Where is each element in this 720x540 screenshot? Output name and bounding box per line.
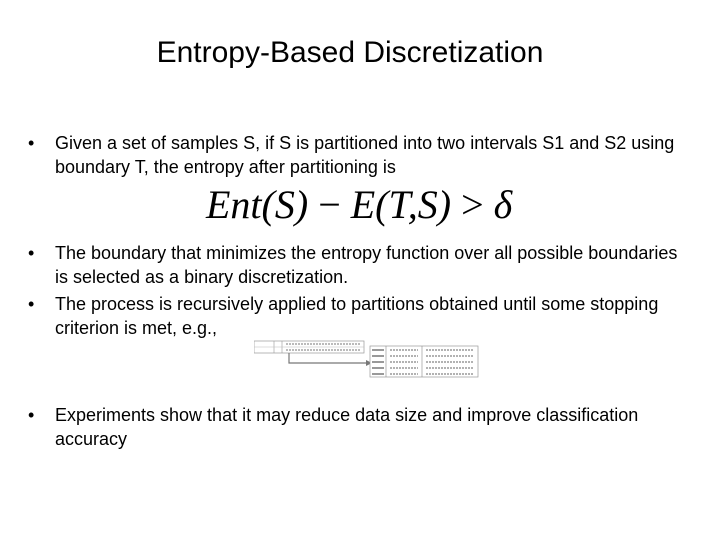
bullet-item [28, 241, 678, 289]
bullet-dot: • [28, 294, 35, 314]
bullet-dot: • [28, 133, 35, 153]
formula-e: E(T,S) [350, 182, 452, 227]
bullet-dot: • [28, 405, 35, 425]
table-thumbnail-svg [254, 339, 484, 379]
bullet-text: The boundary that minimizes the entropy function over all possible boundaries is selected as a binary discretization. [55, 243, 678, 287]
bullet-text: Given a set of samples S, if S is partitioned into two intervals S1 and S2 using boundary T, the entropy after partitioning is [55, 133, 675, 177]
bullet-text: The process is recursively applied to partitions obtained until some stopping criterion is met, e.g., [55, 294, 659, 338]
slide-title: Entropy-Based Discretization [156, 36, 544, 69]
formula-minus: − [318, 182, 341, 227]
table-thumbnail-icon [254, 339, 484, 384]
formula-gt: > [461, 182, 484, 227]
formula-delta: δ [493, 182, 513, 227]
bullet-item [28, 292, 678, 340]
bullet-item [28, 403, 678, 451]
bullet-dot: • [28, 243, 35, 263]
entropy-formula [206, 181, 512, 229]
bullet-item [28, 131, 678, 179]
formula-ent: Ent(S) [206, 182, 309, 227]
bullet-text: Experiments show that it may reduce data size and improve classification accuracy [55, 405, 639, 449]
